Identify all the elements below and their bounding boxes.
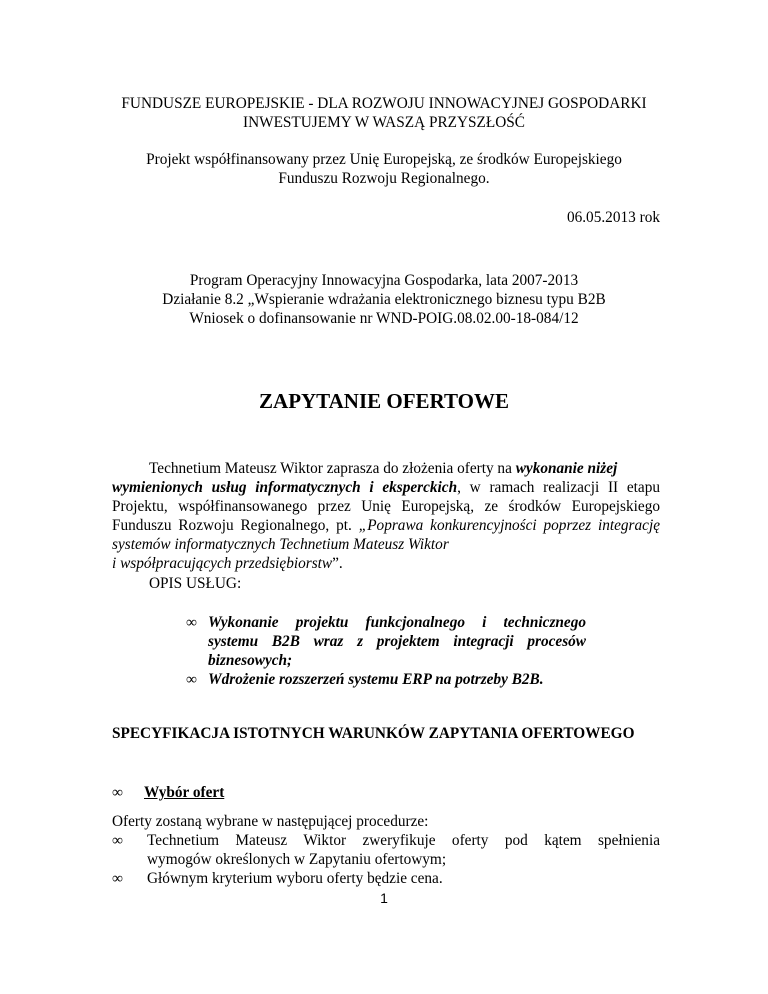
- infinity-bullet-icon: ∞: [186, 671, 197, 688]
- program-line-1: Program Operacyjny Innowacyjna Gospodarka, lata 2007-2013: [189, 272, 579, 289]
- service-item-1-line-3: biznesowych;: [208, 652, 293, 669]
- infinity-bullet-icon: ∞: [112, 870, 123, 887]
- selection-item-2-text: Głównym kryterium wyboru oferty będzie cena.: [147, 870, 443, 887]
- services-heading: OPIS USŁUG:: [149, 575, 242, 592]
- intro-line-2: wymienionych usług informatycznych i eksperckich, w ramach realizacji II etapu: [112, 479, 660, 496]
- eu-funds-header: [0, 94, 768, 132]
- infinity-bullet-icon: ∞: [186, 614, 197, 631]
- selection-intro: Oferty zostaną wybrane w następującej procedurze:: [112, 813, 429, 830]
- intro-line-1: Technetium Mateusz Wiktor zaprasza do złożenia oferty na wykonanie niżej: [149, 460, 618, 477]
- selection-item-1-line-2: wymogów określonych w Zapytaniu ofertowym;: [147, 851, 447, 868]
- service-item-2-text: Wdrożenie rozszerzeń systemu ERP na potrzeby B2B.: [208, 671, 544, 688]
- cofinance-line-2: Funduszu Rozwoju Regionalnego.: [278, 170, 490, 187]
- selection-item-1-line-1: Technetium Mateusz Wiktor zweryfikuje oferty pod kątem spełnienia: [147, 832, 660, 849]
- program-line-3: Wniosek o dofinansowanie nr WND-POIG.08.02.00-18-084/12: [189, 310, 579, 327]
- intro-line-3: Projektu, współfinansowanego przez Unię Europejską, ze środków Europejskiego: [112, 498, 660, 515]
- header-line-1: FUNDUSZE EUROPEJSKIE - DLA ROZWOJU INNOWACYJNEJ GOSPODARKI: [121, 95, 647, 112]
- selection-list: [112, 831, 660, 888]
- spec-heading: SPECYFIKACJA ISTOTNYCH WARUNKÓW ZAPYTANIA OFERTOWEGO: [112, 725, 635, 742]
- cofinance-line-1: Projekt współfinansowany przez Unię Europejską, ze środków Europejskiego: [146, 151, 622, 168]
- service-item-1-line-2: systemu B2B wraz z projektem integracji procesów: [208, 633, 586, 650]
- document-title: ZAPYTANIE OFERTOWE: [259, 389, 509, 413]
- selection-item-2: [112, 869, 660, 888]
- page-number: 1: [380, 890, 388, 906]
- infinity-bullet-icon: ∞: [112, 832, 123, 849]
- intro-paragraph: [112, 459, 660, 573]
- intro-line-4: Funduszu Rozwoju Regionalnego, pt. „Poprawa konkurencyjności poprzez integrację: [112, 517, 660, 534]
- selection-item-1: [112, 831, 660, 869]
- document-date: 06.05.2013 rok: [566, 209, 660, 226]
- header-line-2: INWESTUJEMY W WASZĄ PRZYSZŁOŚĆ: [242, 114, 526, 131]
- service-item-1-line-1: Wykonanie projektu funkcjonalnego i technicznego: [208, 614, 586, 631]
- service-item-1: [186, 613, 586, 670]
- intro-line-5: systemów informatycznych Technetium Mateusz Wiktor: [112, 536, 449, 553]
- selection-heading-text: Wybór ofert: [144, 784, 225, 801]
- services-list: [186, 613, 586, 689]
- infinity-bullet-icon: ∞: [112, 784, 123, 801]
- program-line-2: Działanie 8.2 „Wspieranie wdrażania elektronicznego biznesu typu B2B: [162, 291, 606, 308]
- selection-heading: [112, 783, 512, 802]
- service-item-2: [186, 670, 586, 689]
- cofinance-note: [0, 150, 768, 188]
- intro-line-6: i współpracujących przedsiębiorstw”.: [112, 555, 343, 572]
- program-info: [0, 271, 768, 328]
